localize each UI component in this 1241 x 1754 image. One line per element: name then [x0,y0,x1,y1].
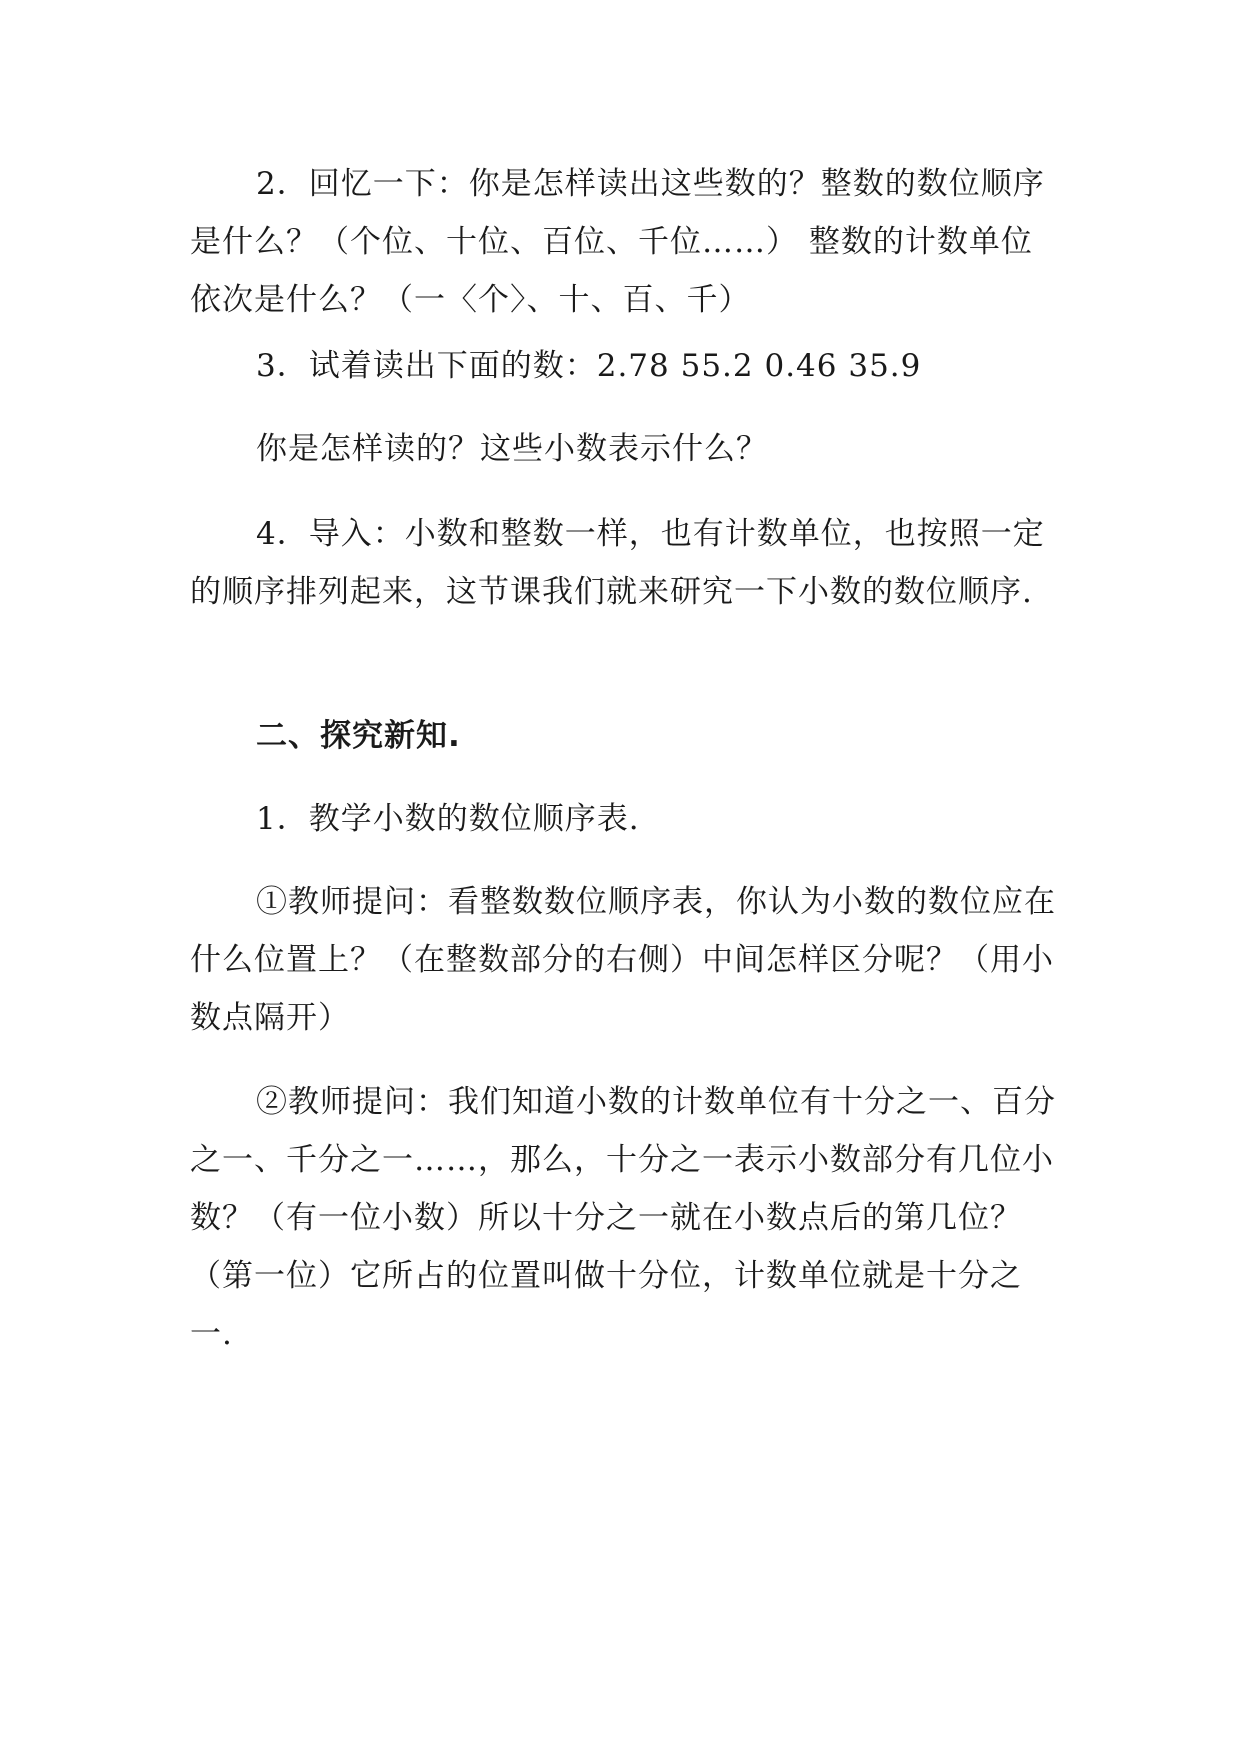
paragraph-question-1: ①教师提问：看整数数位顺序表，你认为小数的数位应在什么位置上？（在整数部分的右侧）中间怎样区分呢？（用小数点隔开） [190,884,1056,1036]
paragraph-introduction: 4．导入：小数和整数一样，也有计数单位，也按照一定的顺序排列起来，这节课我们就来研究一下小数的数位顺序. [190,516,1045,610]
paragraph-question-2: ②教师提问：我们知道小数的计数单位有十分之一、百分之一、千分之一……，那么，十分之一表示小数部分有几位小数？（有一位小数）所以十分之一就在小数点后的第几位？（第一位）它所占的位置叫做十分位，计数单位就是十分之一. [190,1084,1056,1352]
paragraph-read-numbers: 3．试着读出下面的数：2.78 55.2 0.46 35.9 [256,348,922,384]
paragraph-teach-table: 1．教学小数的数位顺序表. [256,801,640,837]
paragraph-how-read: 你是怎样读的？这些小数表示什么？ [256,431,768,467]
paragraph-recall: 2．回忆一下：你是怎样读出这些数的？整数的数位顺序是什么？（个位、十位、百位、千位……） 整数的计数单位依次是什么？（一〈个〉、十、百、千） [190,166,1045,318]
section-heading: 二、探究新知. [256,718,461,754]
